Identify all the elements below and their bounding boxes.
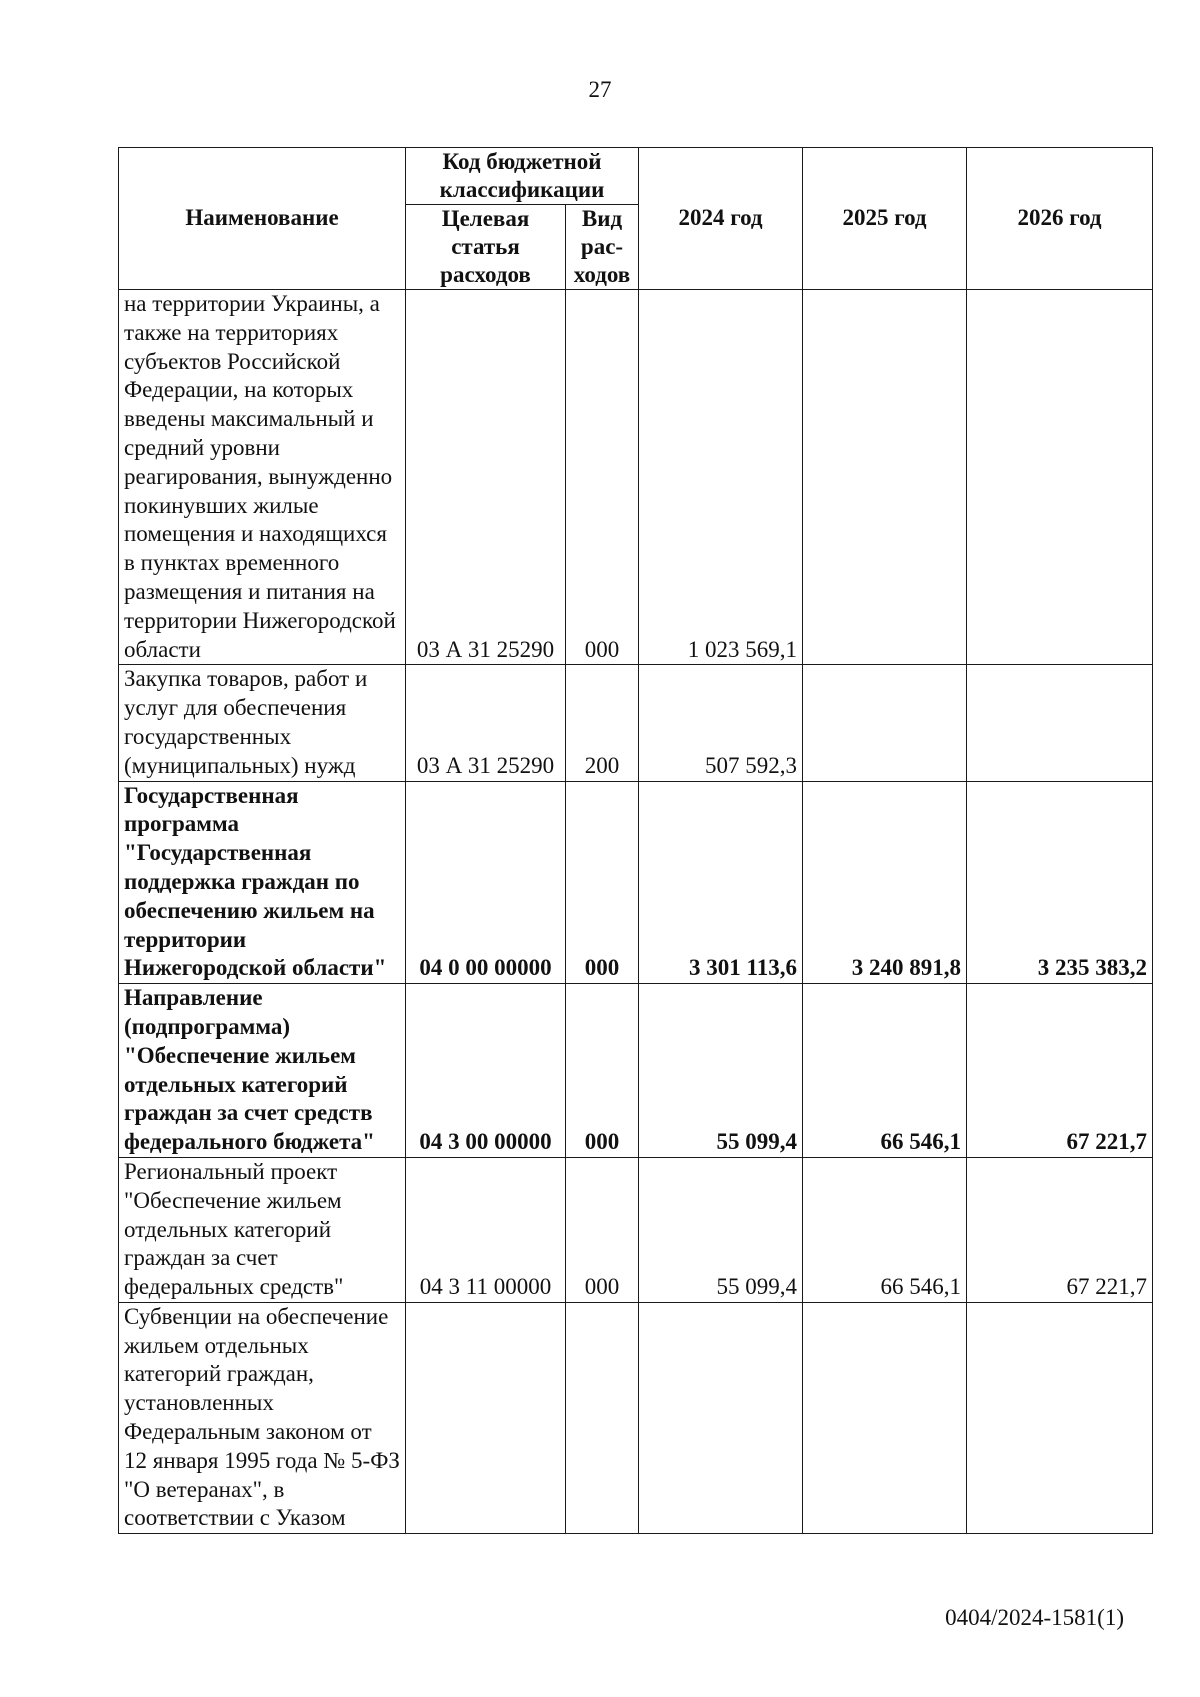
page-number: 27: [588, 77, 612, 102]
row-value-2026: [967, 290, 1153, 665]
row-value-2024: 507 592,3: [639, 665, 803, 781]
row-value-2024: 1 023 569,1: [639, 290, 803, 665]
header-row: [119, 148, 1153, 205]
row-target-code: 04 3 00 00000: [406, 984, 566, 1158]
header-2025: 2025 год: [803, 148, 967, 290]
table-row-subprogram: [119, 984, 1153, 1158]
table-row: [119, 665, 1153, 781]
row-value-2025: 66 546,1: [803, 1157, 967, 1302]
row-value-2026: 67 221,7: [967, 1157, 1153, 1302]
row-value-2025: [803, 665, 967, 781]
row-name: Региональный проект "Обеспечение жильем отдельных категорий граждан за счет федеральных средств": [119, 1157, 406, 1302]
row-value-2026: [967, 665, 1153, 781]
row-value-2024: 55 099,4: [639, 984, 803, 1158]
row-target-code: 03 А 31 25290: [406, 290, 566, 665]
header-2026: 2026 год: [967, 148, 1153, 290]
header-expense-type: Вид рас-ходов: [566, 205, 639, 290]
header-target-article: Целевая статья расходов: [406, 205, 566, 290]
row-expense-type: 200: [566, 665, 639, 781]
row-target-code: 04 3 11 00000: [406, 1157, 566, 1302]
row-value-2025: [803, 290, 967, 665]
table-row-program: [119, 781, 1153, 984]
document-registration-code: 0404/2024-1581(1): [945, 1605, 1124, 1630]
row-value-2024: 55 099,4: [639, 1157, 803, 1302]
header-name: Наименование: [119, 148, 406, 290]
row-expense-type: 000: [566, 290, 639, 665]
row-value-2026: 3 235 383,2: [967, 781, 1153, 984]
row-expense-type: 000: [566, 1157, 639, 1302]
row-name: Субвенции на обеспечение жильем отдельных категорий граждан, установленных Федеральным законом от 12 января 1995 года № 5-ФЗ "О ветеранах", в соответствии с Указом: [119, 1302, 406, 1533]
row-value-2025: [803, 1302, 967, 1533]
row-name: на территории Украины, а также на территориях субъектов Российской Федерации, на которых введены максимальный и средний уровни реагирования, вынужденно покинувших жилые помещения и находящихся в пунктах временного размещения и питания на территории Нижегородской области: [119, 290, 406, 665]
table-row: [119, 1302, 1153, 1533]
row-expense-type: [566, 1302, 639, 1533]
row-expense-type: 000: [566, 984, 639, 1158]
row-target-code: 04 0 00 00000: [406, 781, 566, 984]
row-name: Закупка товаров, работ и услуг для обеспечения государственных (муниципальных) нужд: [119, 665, 406, 781]
row-value-2026: 67 221,7: [967, 984, 1153, 1158]
row-name: Направление (подпрограмма) "Обеспечение жильем отдельных категорий граждан за счет средств федерального бюджета": [119, 984, 406, 1158]
row-target-code: [406, 1302, 566, 1533]
row-name: Государственная программа "Государственная поддержка граждан по обеспечению жильем на территории Нижегородской области": [119, 781, 406, 984]
row-target-code: 03 А 31 25290: [406, 665, 566, 781]
table-row: [119, 290, 1153, 665]
row-value-2024: [639, 1302, 803, 1533]
row-value-2025: 66 546,1: [803, 984, 967, 1158]
row-value-2024: 3 301 113,6: [639, 781, 803, 984]
budget-table: [118, 147, 1153, 1534]
row-value-2026: [967, 1302, 1153, 1533]
header-kbk: Код бюджетной классификации: [406, 148, 639, 205]
header-2024: 2024 год: [639, 148, 803, 290]
row-value-2025: 3 240 891,8: [803, 781, 967, 984]
table-row: [119, 1157, 1153, 1302]
row-expense-type: 000: [566, 781, 639, 984]
